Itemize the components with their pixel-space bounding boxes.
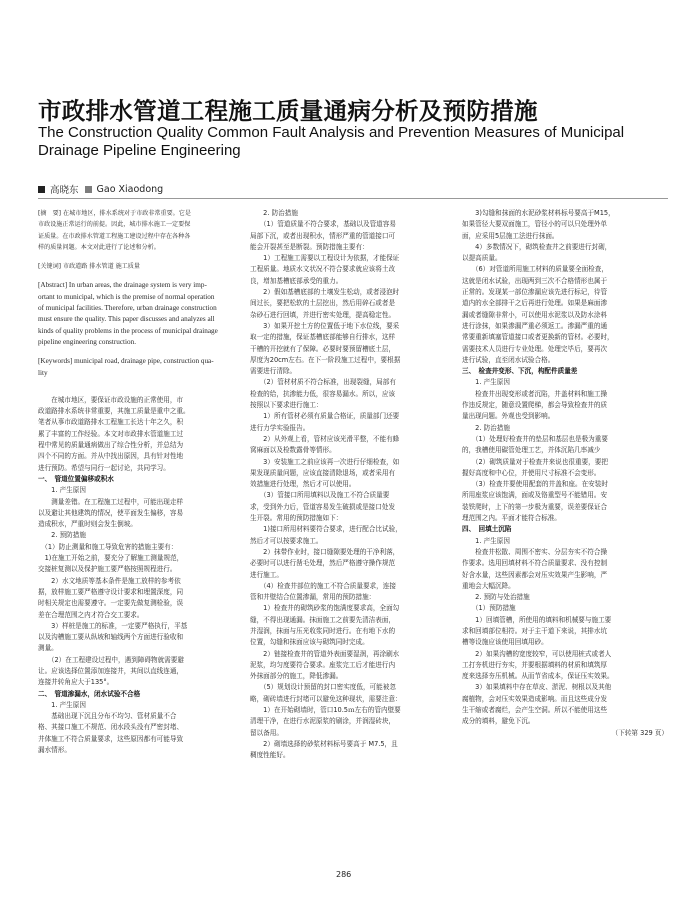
section-heading: 二、 管道渗漏水，闭水试验不合格 (38, 689, 141, 698)
text-line: 进行涂抹，如果渗漏严重必须返工。渗漏严重的通 (462, 321, 608, 330)
text-line: 在城市地区，要保证市政设施的正常使用，市 (38, 395, 184, 404)
text-line: 生干缩或者腐烂，会产生空洞。所以不能使用这些 (462, 706, 608, 715)
text-line: [关键词] 市政道路 排水管道 施工质量 (38, 263, 140, 271)
text-line: 3）安装施工之前应该再一次进行仔细检查，如 (250, 457, 400, 466)
section-heading: 四、 回填土沉陷 (462, 525, 512, 534)
text-line: （2）砌筑质量对于检查井来说也很重要，要把 (462, 457, 608, 466)
text-line: 格、其接口施工不规范、闭水段头没有严密封堵、 (38, 723, 184, 732)
section-heading: 三、 检查井变形、下沉，构配件质量差 (462, 367, 578, 376)
text-line: 2）假如基槽底部的土壤发生松动，或者浸泡时 (250, 288, 400, 297)
text-line: （1）预防措施 (462, 604, 516, 613)
text-line: 四个不同的方面。并从中找出原因，具有针对性地 (38, 452, 184, 461)
text-line: 度来选择夯压机械。从而节省成本，保证压实效果。 (462, 672, 614, 681)
text-line: 测量。 (38, 644, 58, 653)
text-line: 以提高质量。 (462, 254, 502, 263)
text-line: 差在合理范围之内才符合交工要求。 (38, 610, 144, 619)
text-line: （6）对管道所用施工材料的质量要全面检查， (462, 265, 608, 274)
text-line: 1)接口所用材料要符合要求，进行配合比试验， (250, 525, 402, 534)
text-line (38, 348, 234, 356)
text-line: 杂砂石进行回填，并进行密实处理，提高稳定性。 (250, 310, 396, 319)
text-line: 让。应该选择位置添加连接井，其间以直线连通， (38, 666, 184, 675)
text-line: must ensure the quality. This paper discusses and analyzes all (38, 315, 215, 324)
text-line: 2）水文地质等基本条件是施工放样的参考依 (38, 576, 181, 585)
author-name-en: Gao Xiaodong (96, 183, 164, 195)
text-line (38, 253, 234, 261)
text-line: 面，应采用5层施工法进行抹面。 (462, 231, 559, 240)
text-line: 这就是闭水试验，出现两到三次不合格情形也属于 (462, 276, 608, 285)
text-line: 能会开裂甚至是断裂。预防措施主要有： (250, 242, 369, 251)
text-line: 窝麻面以及检数露骨等情形。 (250, 446, 336, 455)
text-line: 作违反规定，随意设置爬梯，都会导致检查井的质 (462, 401, 608, 410)
text-line (38, 387, 234, 395)
text-line: 3）如果填料中存在草皮、淤泥、树根以及其他 (462, 683, 612, 692)
text-line: （下转第 329 页） (611, 728, 668, 737)
text-line: 1)在施工开始之前，要充分了解施工测量规范， (38, 554, 184, 563)
text-line: 外抹面部分的施工，降低渗漏。 (250, 672, 343, 681)
text-line: [摘 要] 在城市地区，排水系统对于市政非常重要。它是 (38, 210, 191, 217)
text-line (38, 379, 234, 387)
text-line: [Abstract] In urban areas, the drainage system is very imp- (38, 281, 207, 290)
text-line: （1）管道质量不符合要求，基础以及管道容易 (250, 220, 396, 229)
text-line: 3)勾缝和抹面的水泥砂浆材料标号要高于M15， (462, 209, 615, 217)
square-bullet-icon (85, 186, 92, 193)
text-line: 2）从外观上看，管材应该光滑平整，不能有蜂 (250, 434, 400, 443)
text-line: 干槽的开挖就有了保障。必要时要预留槽底土层， (250, 344, 396, 353)
text-line: （3）检查井要使用配套的井盖和座。在安装时 (462, 480, 608, 489)
text-line: 交接桩复测以及保护施工要严格按照规程进行。 (38, 565, 177, 574)
text-line: 3）如果开挖土方的位置低于地下水位线，要采 (250, 321, 400, 330)
text-line: 1）所有管材必须有质量合格证，质量部门还要 (250, 412, 400, 421)
title-english: The Construction Quality Common Fault Analysis and Prevention Measures of Municipal Drainage Pipeline Engineering (38, 124, 625, 159)
text-line: 取一定的措施，保证基槽底部能够自行排水，这样 (250, 333, 396, 342)
square-bullet-icon (38, 186, 45, 193)
page-number: 286 (336, 870, 352, 879)
text-line: 2）砌墙选择的砂浆材料标号要高于 M7.5，且 (250, 739, 398, 748)
text-column-3 (462, 208, 668, 739)
text-line: 1）检查井的砌筑砂浆的饱满度要求高，全面勾 (250, 604, 400, 613)
text-line: 位置，勾缝和抹面应该与砌筑同时完成。 (250, 638, 369, 647)
text-line: 槽等设施应该使用回填用砂。 (462, 638, 548, 647)
text-line: 井体施工不符合质量要求，这些原因都有可能导致 (38, 734, 184, 743)
text-line: 1. 产生原因 (462, 378, 510, 387)
text-line: 工打夯机进行夯实，并要根据填料的材质和填筑厚 (462, 660, 608, 669)
text-line: 厚度为20cm左右。在下一阶段施工过程中，要根据 (250, 355, 401, 364)
text-line: 并湿润，抹面与压光收浆同时进行。在有地下水的 (250, 626, 396, 635)
text-line: kinds of quality problems in the process of municipal drainage (38, 326, 218, 335)
text-line: 如果管径大要双面施工，管径小的可以只处理外单 (462, 220, 608, 229)
text-line: 效措施进行处理，然后才可以使用。 (250, 480, 356, 489)
text-line: lity (38, 368, 48, 377)
text-line: 笔者从事市政道路排水工程施工长达十年之久，积 (38, 418, 184, 427)
text-line: 据，放样施工要严格遵守设计要求和埋置深度，同 (38, 587, 184, 596)
text-line: 测量差错。在工程施工过程中，可能出现走样 (38, 497, 184, 506)
text-line: （3）管接口所用填料以及施工不符合质量要 (250, 491, 390, 500)
text-line: （1）防止测量和施工导致危害的措施主要有： (38, 542, 178, 551)
text-line: 2. 防治措施 (250, 209, 298, 217)
text-line: 清理干净，在进行水泥原浆的刷涂，并润湿砖块， (250, 717, 396, 726)
text-line: 漏水情形。 (38, 746, 71, 755)
text-line: 2）抹带作业时，接口缝隙要处理的干净利落， (250, 547, 400, 556)
text-line: 的，我槽使用碳管处理工艺，并体沉陷几率减少 (462, 446, 601, 455)
text-line: 2. 预防措施 (38, 531, 86, 540)
text-line: 良，增加基槽底部承受的重力。 (250, 276, 343, 285)
text-line: 留以备用。 (250, 728, 283, 737)
text-line: pipeline engineering construction. (38, 337, 136, 346)
text-line: 1）工程施工需要以工程设计为依据，才能保证 (250, 254, 400, 263)
text-line: 造成积水，严重时则会发生倒坡。 (38, 520, 137, 529)
text-line: 1. 产生原因 (38, 700, 86, 709)
text-column-2 (250, 208, 446, 762)
text-line: 2. 防治措施 (462, 423, 510, 432)
text-line: 按照以下要求进行施工： (250, 401, 323, 410)
text-line: （1）处理好检查井的垫层和基层也是极为重要 (462, 434, 608, 443)
text-line: ortant to municipal, which is the premise of normal operation (38, 292, 215, 301)
text-line: 以及沟槽施工要从纵坡和轴线两个方面进行验收和 (38, 633, 184, 642)
text-line: 基础出现下沉且分布不均匀、管材质量不合 (38, 712, 177, 721)
text-line: 工程质量。地质水文状况不符合要求就应该将土改 (250, 265, 396, 274)
text-line: （2）在工程建设过程中，遇到障碍物就需要避 (38, 655, 184, 664)
text-line: 重地会大幅沉降。 (462, 581, 515, 590)
text-line: 证质量。在市政排水管道工程施工建设过程中存在各种各 (38, 232, 191, 240)
text-line: （5）规划设计预留的封口密实度低，可能被忽 (250, 683, 396, 692)
text-line: 样的质量问题。本文对此进行了论述和分析。 (38, 243, 160, 251)
text-line: 缝，不得出现通漏。抹面施工之前要先清洁表面， (250, 615, 396, 624)
text-line: 累了丰富的工作经验。本文对市政排水管道施工过 (38, 429, 184, 438)
text-line: 1. 产生原因 (38, 486, 86, 495)
text-line: 3）样桩是施工的标准，一定要严格执行，平基 (38, 621, 188, 630)
text-line: [Keywords] municipal road, drainage pipe, construction qua- (38, 357, 214, 366)
text-line: 时相关规定也需要遵守。一定要先做复测检验，误 (38, 599, 184, 608)
text-line: 管和井壁结合位置渗漏，常用的预防措施： (250, 593, 376, 602)
text-line: 求，受到外力后，管道容易发生破损或是接口处发 (250, 502, 396, 511)
text-line: 略，砌砖墙进行封堵可以避免这种现状，需要注意： (250, 694, 402, 703)
text-line: 1）在开始砌墙时，管口10.5ｍ左右的管内壁要 (250, 706, 401, 715)
text-line: 2. 预防与处治措施 (462, 593, 530, 602)
text-line: 检查的给，抗渗能力低，很容易漏水。所以，应该 (250, 389, 396, 398)
text-line: 间过长，要把松软的土层挖出，然后用碎石或者是 (250, 299, 396, 308)
text-line: 理范围之内。平面才能符合标准。 (462, 514, 561, 523)
author-line (38, 182, 163, 196)
text-line: 检查井出现变形或者沉陷，井盖材料和施工操 (462, 389, 608, 398)
text-line: 泥浆，均匀度要符合要求。座浆完工后才能进行内 (250, 660, 396, 669)
text-line: 市政设施正常运行的前提。因此，城市排水施工一定要保 (38, 221, 191, 229)
text-line: （4）检查井部位的施工不符合质量要求，连接 (250, 581, 396, 590)
text-line: 然后才可以按要求施工。 (250, 536, 323, 545)
text-line: 成分的填料，避免下沉。 (462, 717, 535, 726)
text-line: 政道路排水系统非常重要，其施工质量是重中之重。 (38, 407, 190, 416)
text-line: 连接井转角应大于135°。 (38, 678, 114, 687)
text-line: 进行施工。 (250, 570, 283, 579)
text-line: 4）多数情况下，砌筑检查井之前要进行封砌， (462, 242, 612, 251)
text-line: 稠度性能好。 (250, 751, 290, 760)
text-line: （2）管材材质不符合标准，出现裂缝，局部有 (250, 378, 396, 387)
title-chinese: 市政排水管道工程施工质量通病分析及预防措施 (38, 97, 538, 125)
text-line: 需要进行清除。 (250, 367, 297, 376)
text-line (38, 272, 234, 280)
text-line: 需要技术人员进行专业处理。处理完毕后，要再次 (462, 344, 608, 353)
text-line: 进行预防。希望与同行一起讨论，共同学习。 (38, 463, 170, 472)
text-line: 量出现问题。外观也受到影响。 (462, 412, 555, 421)
text-line: 必要时可以进行凿毛处理，然后严格遵守操作规范 (250, 559, 396, 568)
text-line: 2）链接检查井的管道外表面要湿润，再涂刷水 (250, 649, 400, 658)
text-line: 握好高度和中心位，并使用尺寸标准不会变形。 (462, 468, 601, 477)
text-line: 进行试验，直至闭水试验合格。 (462, 355, 555, 364)
text-column-1 (38, 208, 234, 756)
text-line: 2）如果沟槽的宽度较窄，可以使用桩式或者人 (462, 649, 612, 658)
text-line: 1）回填管槽，所使用的填料和机械要与施工要 (462, 615, 612, 624)
text-line: 求和回填部位相符。对于主干道下来说，其排水坑 (462, 626, 608, 635)
text-line: 好含水量，这些因素都会对压实效果产生影响，严 (462, 570, 608, 579)
text-line: 正常的。发现某一部位渗漏应该先进行标记，待管 (462, 288, 608, 297)
text-line: 1. 产生原因 (462, 536, 510, 545)
text-line: 腐植物，会对压实效果造成影响。而且这些成分发 (462, 694, 608, 703)
text-line: 局部下沉，或者出现积水，情形严重的管道接口可 (250, 231, 396, 240)
author-name-zh: 高晓东 (50, 185, 79, 196)
text-line: of municipal facilities. Therefore, urban drainage construction (38, 304, 217, 313)
text-line: 生开裂。常用的预防措施如下： (250, 514, 343, 523)
header-divider (38, 198, 668, 199)
text-line: 道内的水全部排干之后再进行处理。如果是麻面渗 (462, 299, 608, 308)
text-line: 作要求。选用回填材料不符合质量要求、没有控制 (462, 559, 608, 568)
text-line: 进行力学实验报告。 (250, 423, 310, 432)
text-line: 漏或者缝隙非常小，可以使用水泥浆以及防水涂料 (462, 310, 608, 319)
text-line: 以及避让其他建筑的情况，使平面发生偏移，容易 (38, 508, 184, 517)
text-line: 装铁爬时，上下的第一步极为重要，误差要保证合 (462, 502, 608, 511)
section-heading: 一、 管道位置偏移或积水 (38, 474, 114, 483)
text-line: 果发现质量问题，应该直接清除退场，或者采用有 (250, 468, 396, 477)
text-line: 程中常见的质量通病做出了综合性分析，并总结为 (38, 441, 184, 450)
text-line: 所用座浆应该饱满，面或及铬重型号不能错用。安 (462, 491, 608, 500)
text-line: 常要重新填塞管道接口或者更换新的管材。必要时， (462, 333, 614, 342)
text-line: 检查井松散、周围不密实、分层夯实不符合操 (462, 547, 608, 556)
